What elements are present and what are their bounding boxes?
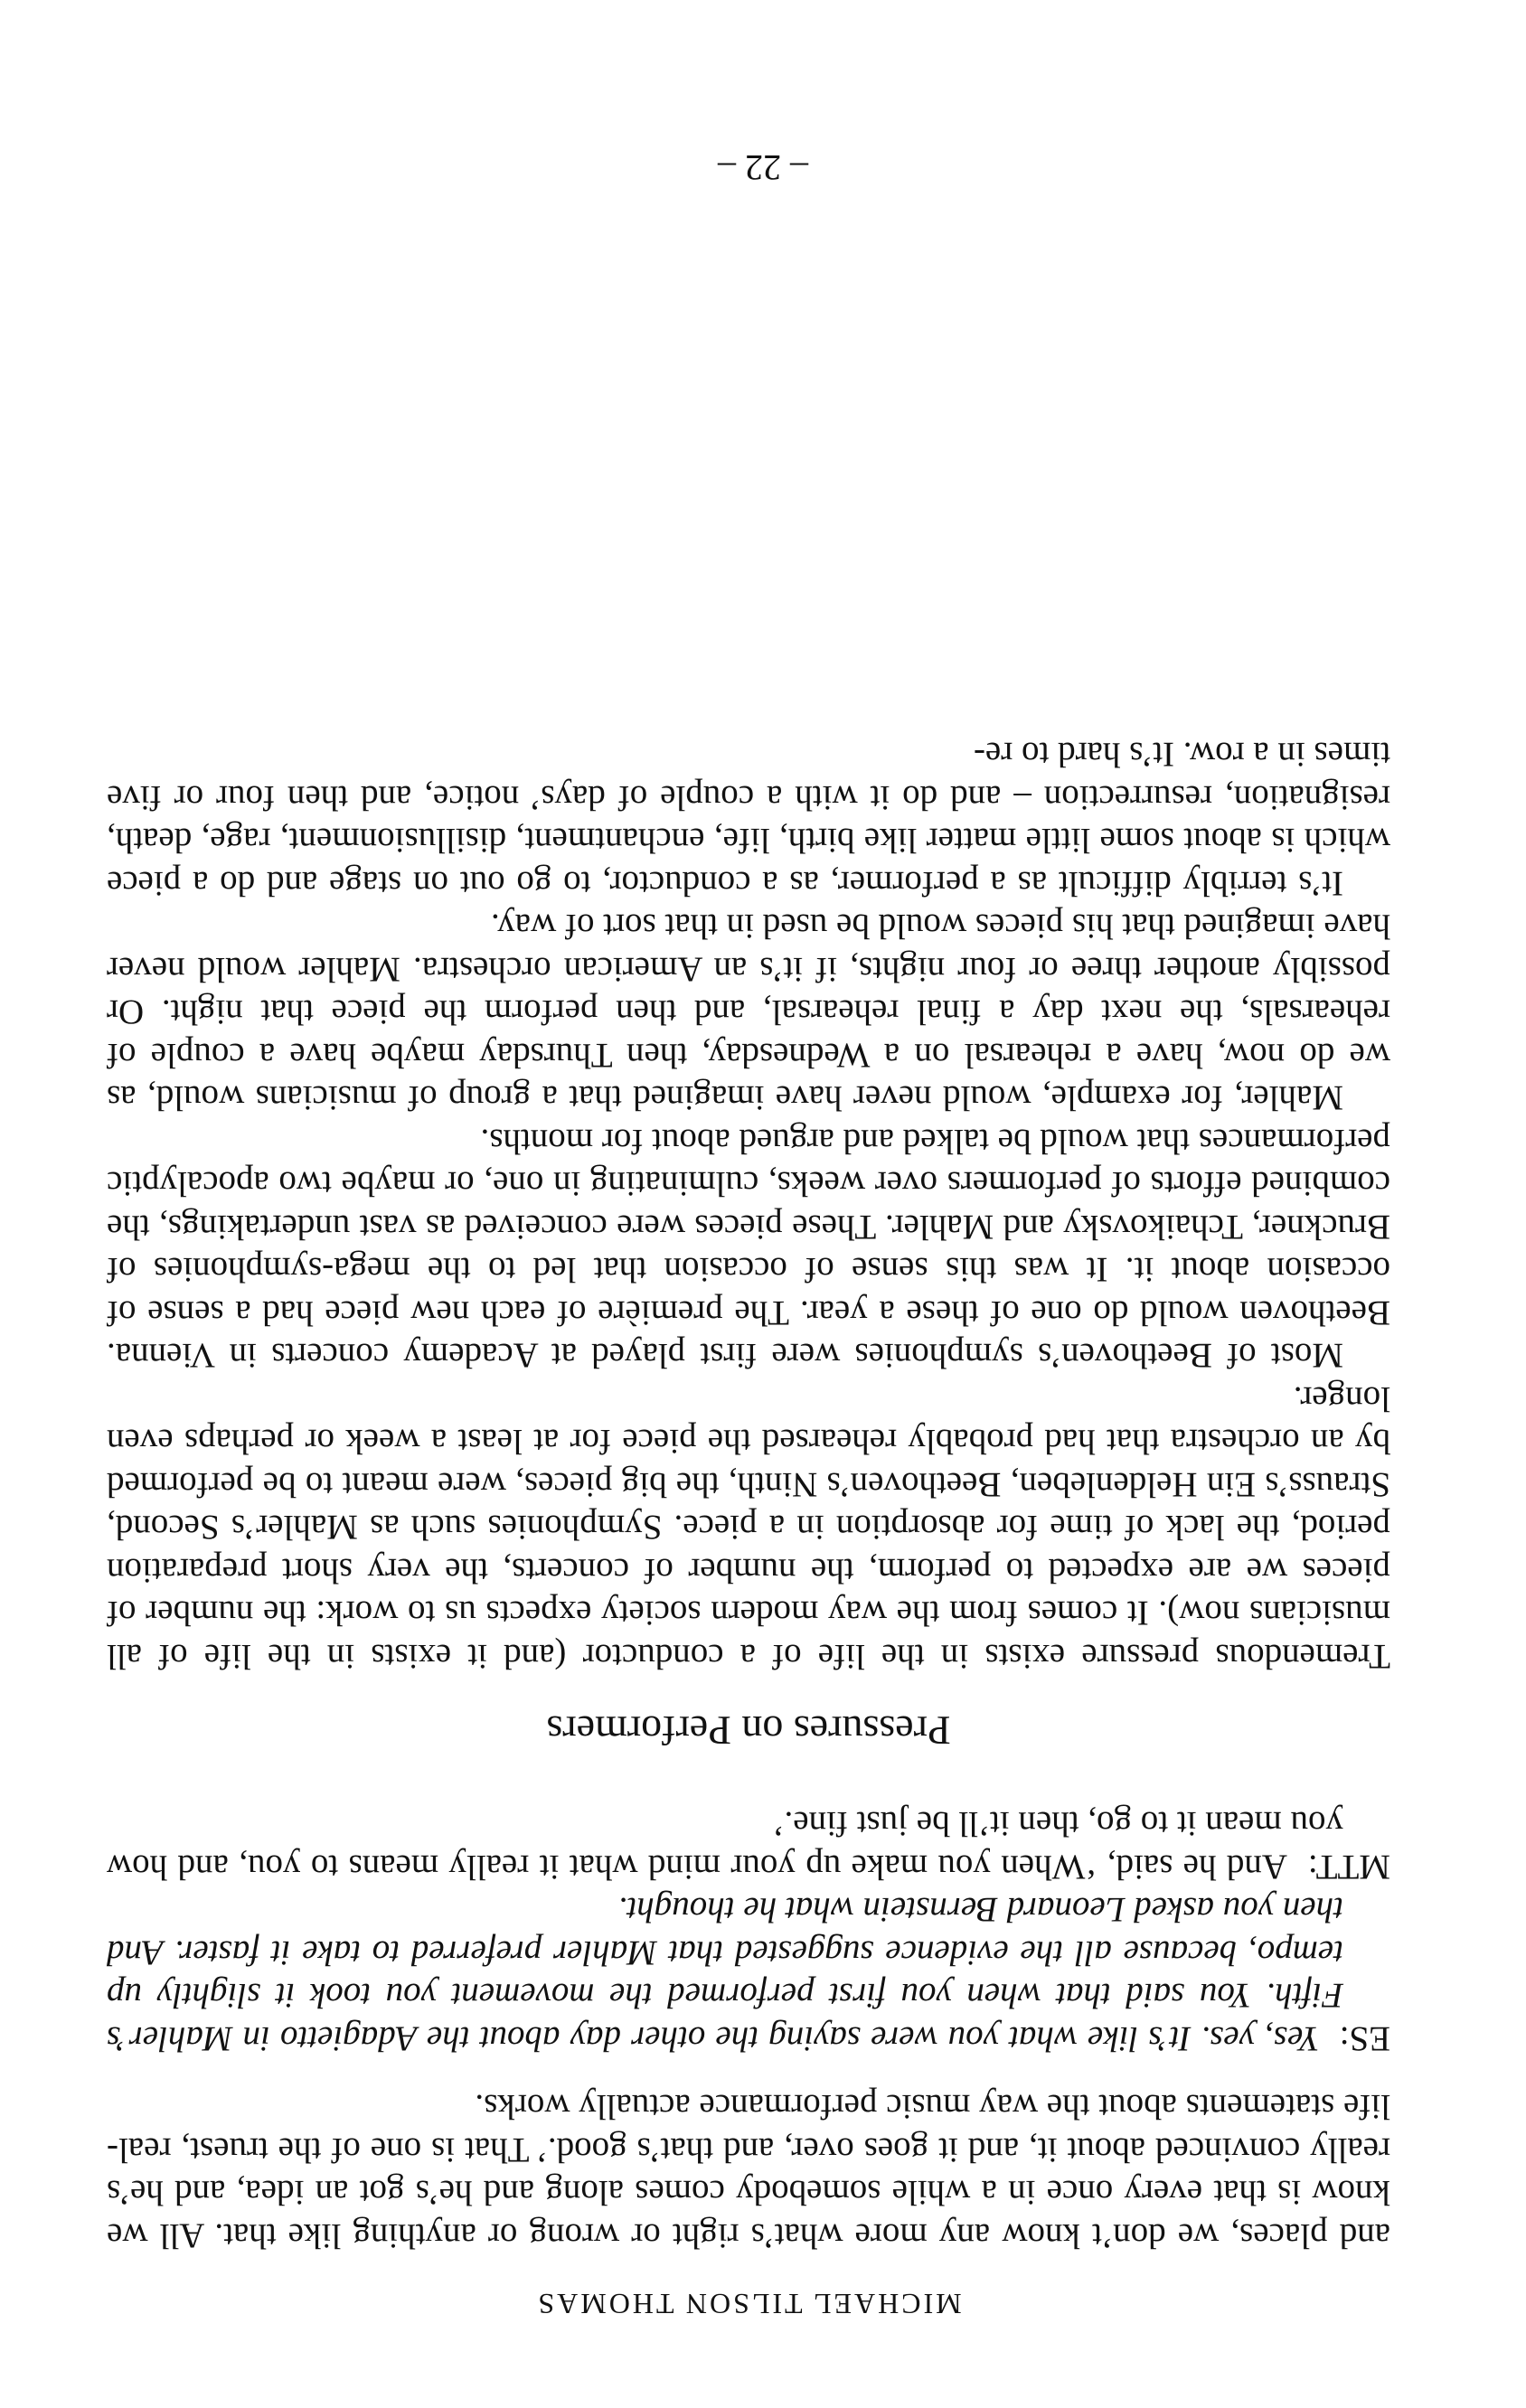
question-text: Yes, yes. It’s like what you were saying the other day about the Adagietto in Mahler’s Fifth. You said that when you first performed the movement you took it slightly up tempo, because all the evidence suggested that Mahler preferred to take it faster. And then you asked Leonard Bernstein what he thought. [107,1890,1343,2058]
running-head: MICHAEL TILSON THOMAS [535,2288,962,2320]
answer-text: And he said, ‘When you make up your mind what it really means to you, and how you mean it to go, then it’ll be just fine.’ [107,1804,1343,1886]
body-paragraph: Most of Beethoven’s symphonies were first played at Academy concerts in Vienna. Beethoven would do one of these a year. The première of each new piece had a sense of occasion about it. It was this sense of occasion that led to the mega-symphonies of Bruckner, Tchaikovsky and Mahler. These pieces were conceived as vast undertakings, the combined efforts of performers over weeks, culminating in one, or maybe two apocalyptic performances that would be talked and argued about for months. [107,1122,1390,1376]
speaker-label-mtt: MTT: [1307,1848,1390,1886]
speaker-label-es: ES: [1339,2019,1390,2058]
text-block [107,733,1390,2322]
interview-question [107,1888,1390,2060]
body-paragraph: It’s terribly difficult as a performer, as a conductor, to go out on stage and do a piece which is about some little matter like birth, life, enchantment, disillusionment, rage, death, resignation, resurrection – and do it with a couple of days’ notice, and then four or five times in a row. It’s hard to re- [107,735,1390,903]
section-heading: Pressures on Performers [546,1707,951,1754]
body-paragraph: Mahler, for example, would never have imagined that a group of musicians would, as we do now, have a rehearsal on a Wednesday, then Thursday maybe have a couple of rehearsals, the next day a final rehearsal, and then perform the piece that night. Or possibly another three or four nights, if it’s an American orchestra. Mahler would never have imagined that his pieces would be used in that sort of way. [107,907,1390,1118]
body-paragraph: Tremendous pressure exists in the life of a conductor (and it exists in the life of all musicians now). It comes from the way modern society expects us to work: the number of pieces we are expected to perform, the number of concerts, the very short preparation period, the lack of time for absorption in a piece. Symphonies such as Mahler’s Second, Strauss’s Ein Heldenleben, Beethoven’s Ninth, the big pieces, were meant to be performed by an orchestra that had probably rehearsed the piece for at least a week or perhaps even longer. [107,1379,1390,1676]
page-number: – 22 – [718,147,808,188]
paragraph-continued: and places, we don’t know any more what’s right or wrong or anything like that. All we know is that every once in a while somebody comes along and he’s got an idea, and he’s really convinced about it, and it goes over, and that’s good.’ That is one of the truest, real-life statements about the way music performance actually works. [107,2087,1390,2255]
interview-answer [107,1802,1390,1888]
